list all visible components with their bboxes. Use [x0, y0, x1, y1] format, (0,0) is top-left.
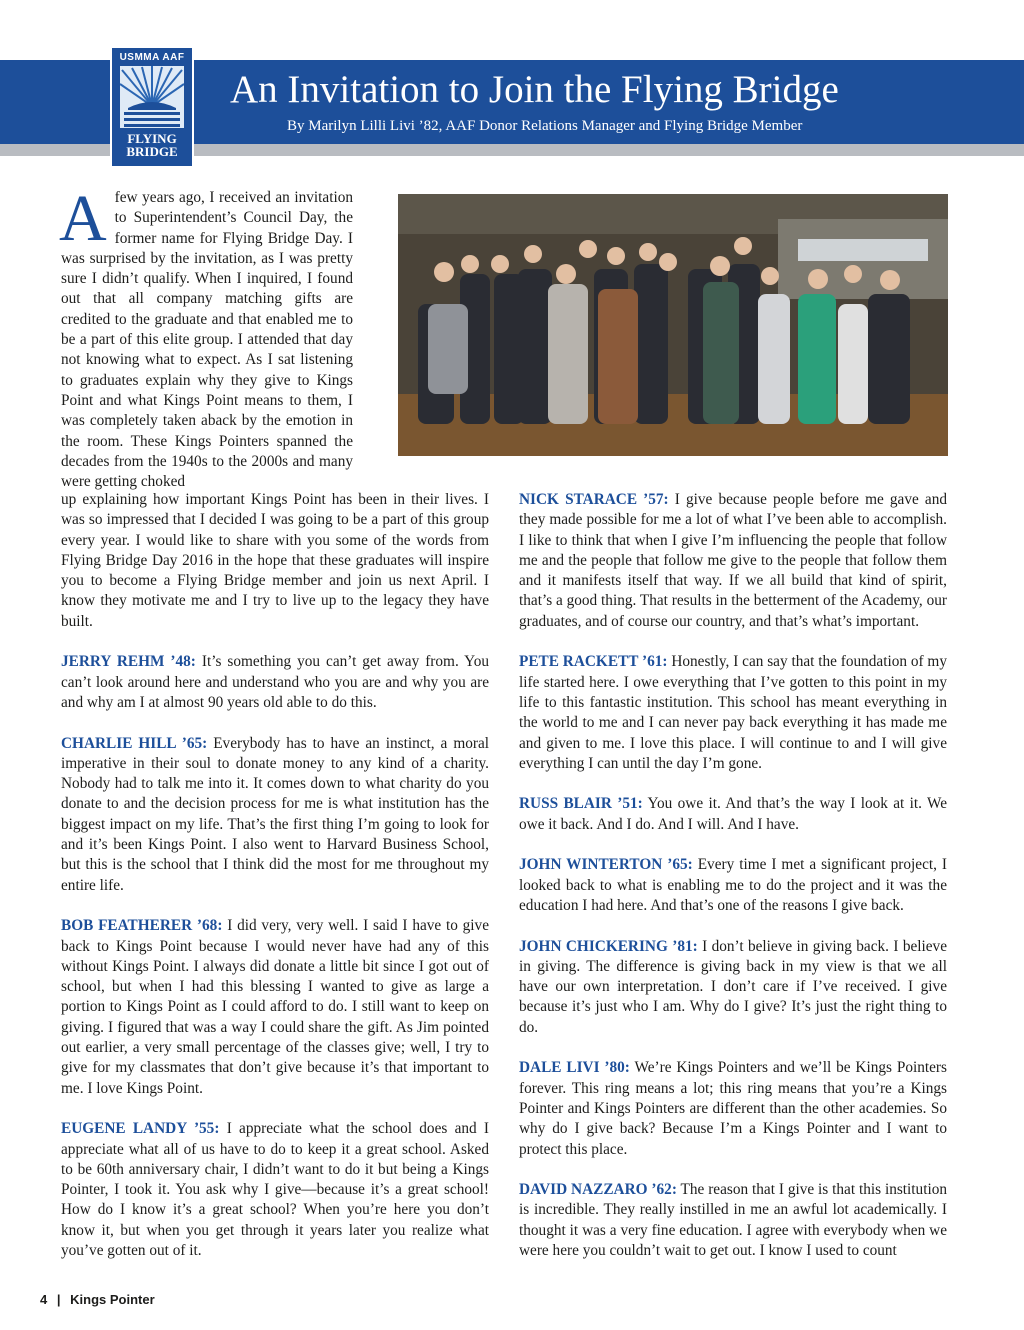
- quote-text: You owe it. And that’s the way I look at it. We owe it back. And I do. And I will. And I have.: [519, 795, 947, 833]
- page-title: An Invitation to Join the Flying Bridge: [230, 68, 839, 111]
- intro-paragraph: [59, 182, 353, 492]
- group-photo: [398, 194, 948, 456]
- quote-speaker: JOHN WINTERTON ’65:: [519, 856, 693, 874]
- quote-speaker: BOB FEATHERER ’68:: [61, 917, 223, 935]
- page-footer: [40, 1292, 155, 1307]
- quote-speaker: PETE RACKETT ’61:: [519, 653, 668, 671]
- quote-john-chickering: [519, 937, 947, 1038]
- footer-separator: |: [56, 1292, 61, 1307]
- quote-text: We’re Kings Pointers and we’ll be Kings Pointers forever. This ring means a lot; this ring means that you’re a Kings Pointer and Kings Pointers are different than the other academies. So why do I give back? Because I’m a Kings Pointer and I want to protect this place.: [519, 1059, 947, 1158]
- quote-text: Every time I met a significant project, I looked back to what is enabling me to do the project and it was the education I had here. And that’s one of the reasons I give back.: [519, 856, 947, 914]
- left-column: [61, 490, 489, 1282]
- logo-line-1: FLYING: [127, 131, 177, 146]
- flying-bridge-logo: [110, 46, 194, 168]
- quote-text: I give because people before me gave and they made possible for me a lot of what I’ve been able to accomplish. I like to think that when I give I’m influencing the people that follow me and the people that follow me give to the people that follow them and it manifests itself that way. If we all build that kind of spirit, that’s a good thing. That results in the betterment of the Academy, our graduates, and of course our country, and that’s what’s important.: [519, 491, 948, 630]
- quote-dale-livi: [519, 1058, 947, 1159]
- logo-bottom-text: [112, 132, 192, 158]
- quote-russ-blair: [519, 794, 947, 835]
- quote-speaker: RUSS BLAIR ’51:: [519, 795, 643, 813]
- quote-david-nazzaro: [519, 1180, 947, 1261]
- quote-text: I don’t believe in giving back. I believe in giving. The difference is giving back in my view is that we all have our own interpretation. I don’t care if I’ve received. I give because it’s just who I am. Why do I give? It’s just the right thing to do.: [519, 937, 947, 1036]
- quote-jerry-rehm: [61, 652, 489, 713]
- quote-speaker: DAVID NAZZARO ’62:: [519, 1181, 677, 1199]
- byline: By Marilyn Lilli Livi ’82, AAF Donor Relations Manager and Flying Bridge Member: [287, 118, 803, 134]
- publication-name: Kings Pointer: [70, 1292, 155, 1307]
- quote-speaker: CHARLIE HILL ’65:: [61, 734, 208, 752]
- quote-text: Honestly, I can say that the foundation of my life started here. I owe everything that I’ve gotten to this point in my life to this fantastic institution. This school has meant everything in the world to me and I can never pay back everything it has made me and given to me. I love this place. I will continue to and I will give everything I can until the day I’m gone.: [519, 653, 947, 772]
- logo-sunburst-icon: [120, 66, 184, 128]
- quote-speaker: JOHN CHICKERING ’81:: [519, 937, 698, 955]
- quote-text: The reason that I give is that this institution is incredible. They really instilled in me an awful lot academically. I thought it was a very fine education. I agree with everybody when we were here you couldn’t wait to get out. I know I used to count: [519, 1181, 947, 1259]
- quote-charlie-hill: [61, 734, 489, 896]
- quote-pete-rackett: [519, 652, 947, 774]
- quote-text: I did very, very well. I said I have to give back to Kings Point because I would never have had any of this without Kings Point. I always did donate a little bit since I got out of school, but when I had this blessing I wanted to give as large a portion to Kings Point as I could afford to do. I still want to keep on giving. I figured that was a way I could share the gift. As Jim pointed out earlier, a very small percentage of the classes give; well, I try to give for my classmates that don’t give because it’s that important to me. I love Kings Point.: [61, 917, 489, 1097]
- drop-cap: A: [59, 182, 107, 255]
- quote-john-winterton: [519, 855, 947, 916]
- intro-text-narrow: few years ago, I received an invitation to Superintendent’s Council Day, the former name for Flying Bridge Day. I was surprised by the invitation, as I was pretty sure I didn’t qualify. When I inquired, I found out that all company matching gifts are credited to the graduate and that enabled me to be a part of this elite group. I attended that day not knowing what to expect. As I sat listening to graduates explain why they give to Kings Point and what Kings Point means to them, I was completely taken aback by the emotion in the room. These Kings Pointers spanned the decades from the 1940s to the 2000s and many were getting choked: [61, 189, 353, 491]
- quote-speaker: DALE LIVI ’80:: [519, 1059, 630, 1077]
- page-number: 4: [40, 1292, 48, 1307]
- quote-nick-starace: [519, 490, 947, 632]
- logo-line-2: BRIDGE: [126, 144, 178, 159]
- quote-speaker: JERRY REHM ’48:: [61, 653, 196, 671]
- quote-text: I appreciate what the school does and I appreciate what all of us have to do to keep it a great school. Asked to be 60th anniversary chair, I didn’t want to do it but being a Kings Pointer, I took it. You ask why I give—because it’s a great school! How do I know it’s a great school? When you’re here you don’t know it, but when you get through it years later you realize what you’ve gotten out of it.: [61, 1120, 490, 1259]
- intro-continued: up explaining how important Kings Point has been in their lives. I was so impressed that I decided I was going to be a part of this group every year. I would like to share with you some of the words from Flying Bridge Day 2016 in the hope that these graduates will inspire you to become a Flying Bridge member and join us next April. I know they motivate me and I try to live up to the legacy they have built.: [61, 491, 489, 630]
- quote-text: It’s something you can’t get away from. You can’t look around here and understand who you are and why you are and why am I at almost 90 years old able to do this.: [61, 653, 489, 711]
- quote-bob-featherer: [61, 916, 489, 1099]
- quote-speaker: EUGENE LANDY ’55:: [61, 1120, 220, 1138]
- logo-top-text: USMMA AAF: [119, 52, 185, 63]
- quote-text: Everybody has to have an instinct, a moral imperative in their soul to donate money to any kind of a charity. Nobody had to talk me into it. It comes down to what charity do you donate to and the decision process for me is what institution has the biggest impact on my life. That’s the first thing I’m going to look for and it’s been Kings Point. I also went to Harvard Business School, but this is the school that I think did the most for me throughout my entire life.: [61, 734, 489, 894]
- right-column: [519, 490, 947, 1282]
- quote-speaker: NICK STARACE ’57:: [519, 491, 669, 508]
- quote-eugene-landy: [61, 1119, 489, 1261]
